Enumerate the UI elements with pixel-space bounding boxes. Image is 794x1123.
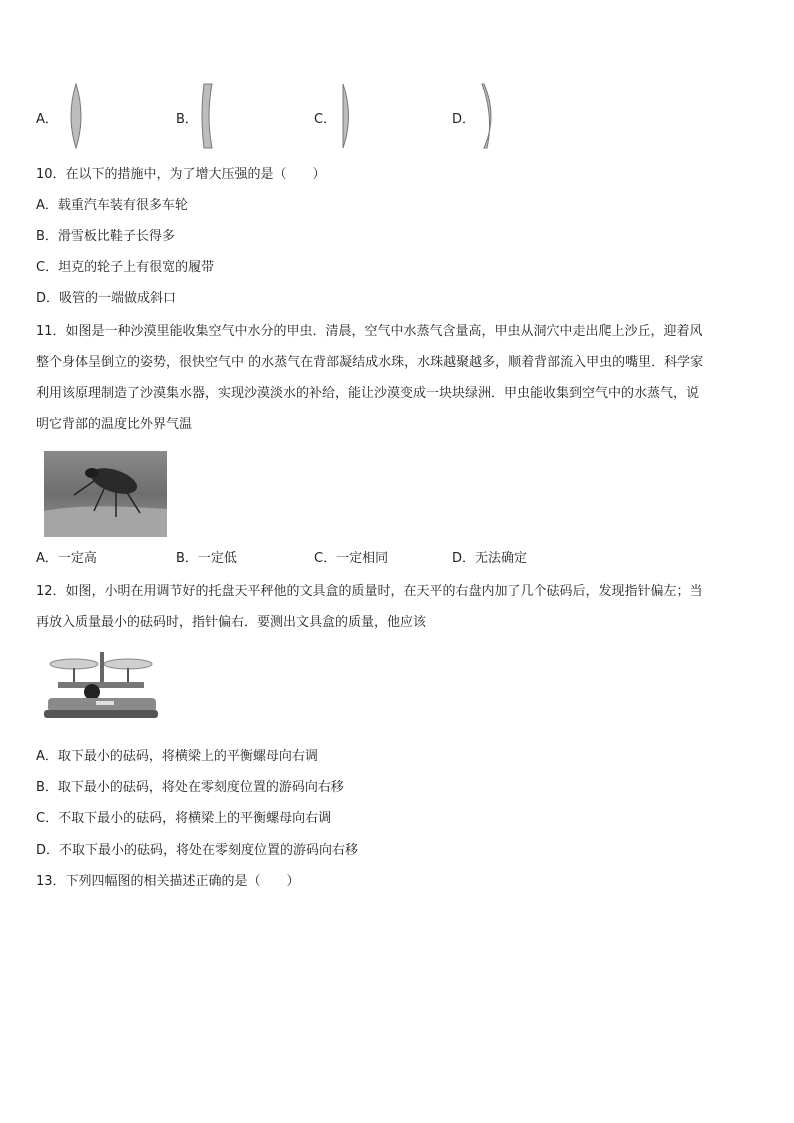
q13-stem: 13．下列四幅图的相关描述正确的是（ ） [36, 874, 300, 889]
q10-option-a: A．载重汽车装有很多车轮 [36, 198, 188, 213]
curved-right-lens-icon [478, 82, 496, 150]
q11-stem-line-4: 明它背部的温度比外界气温 [36, 417, 193, 432]
concave-left-lens-icon [200, 82, 218, 150]
q9-option-c-label: C． [314, 112, 337, 127]
plano-convex-lens-icon [340, 82, 354, 150]
q9-option-d-label: D． [452, 112, 476, 127]
q10-option-d: D．吸管的一端做成斜口 [36, 291, 177, 306]
q12-option-d: D．不取下最小的砝码，将处在零刻度位置的游码向右移 [36, 843, 359, 858]
q12-option-a: A．取下最小的砝码，将横梁上的平衡螺母向右调 [36, 749, 318, 764]
q11-stem-line-1: 11．如图是一种沙漠里能收集空气中水分的甲虫．清晨，空气中水蒸气含量高，甲虫从洞穴中走出爬上沙丘，迎着风 [36, 324, 703, 339]
q9-option-b-label: B． [176, 112, 198, 127]
q11-stem-line-2: 整个身体呈倒立的姿势，很快空气中 的水蒸气在背部凝结成水珠，水珠越聚越多，顺着背部流入甲虫的嘴里．科学家 [36, 355, 704, 370]
q10-option-c: C．坦克的轮子上有很宽的履带 [36, 260, 215, 275]
q9-option-a-label: A． [36, 112, 58, 127]
q11-stem-line-3: 利用该原理制造了沙漠集水器，实现沙漠淡水的补给，能让沙漠变成一块块绿洲．甲虫能收集到空气中的水蒸气，说 [36, 386, 700, 401]
balance-scale-photo [40, 646, 160, 726]
q11-option-c: C．一定相同 [314, 551, 389, 566]
q12-option-c: C．不取下最小的砝码，将横梁上的平衡螺母向右调 [36, 811, 332, 826]
q11-option-b: B．一定低 [176, 551, 237, 566]
q12-stem-line-2: 再放入质量最小的砝码时，指针偏右．要测出文具盒的质量，他应该 [36, 615, 427, 630]
q11-option-a: A．一定高 [36, 551, 97, 566]
q12-stem-line-1: 12．如图，小明在用调节好的托盘天平秤他的文具盒的质量时，在天平的右盘内加了几个砝码后，发现指针偏左；当 [36, 584, 703, 599]
q12-option-b: B．取下最小的砝码，将处在零刻度位置的游码向右移 [36, 780, 344, 795]
q10-stem: 10．在以下的措施中，为了增大压强的是（ ） [36, 167, 326, 182]
q11-option-d: D．无法确定 [452, 551, 528, 566]
beetle-photo [44, 451, 167, 537]
biconvex-lens-icon [66, 82, 86, 150]
q10-option-b: B．滑雪板比鞋子长得多 [36, 229, 175, 244]
